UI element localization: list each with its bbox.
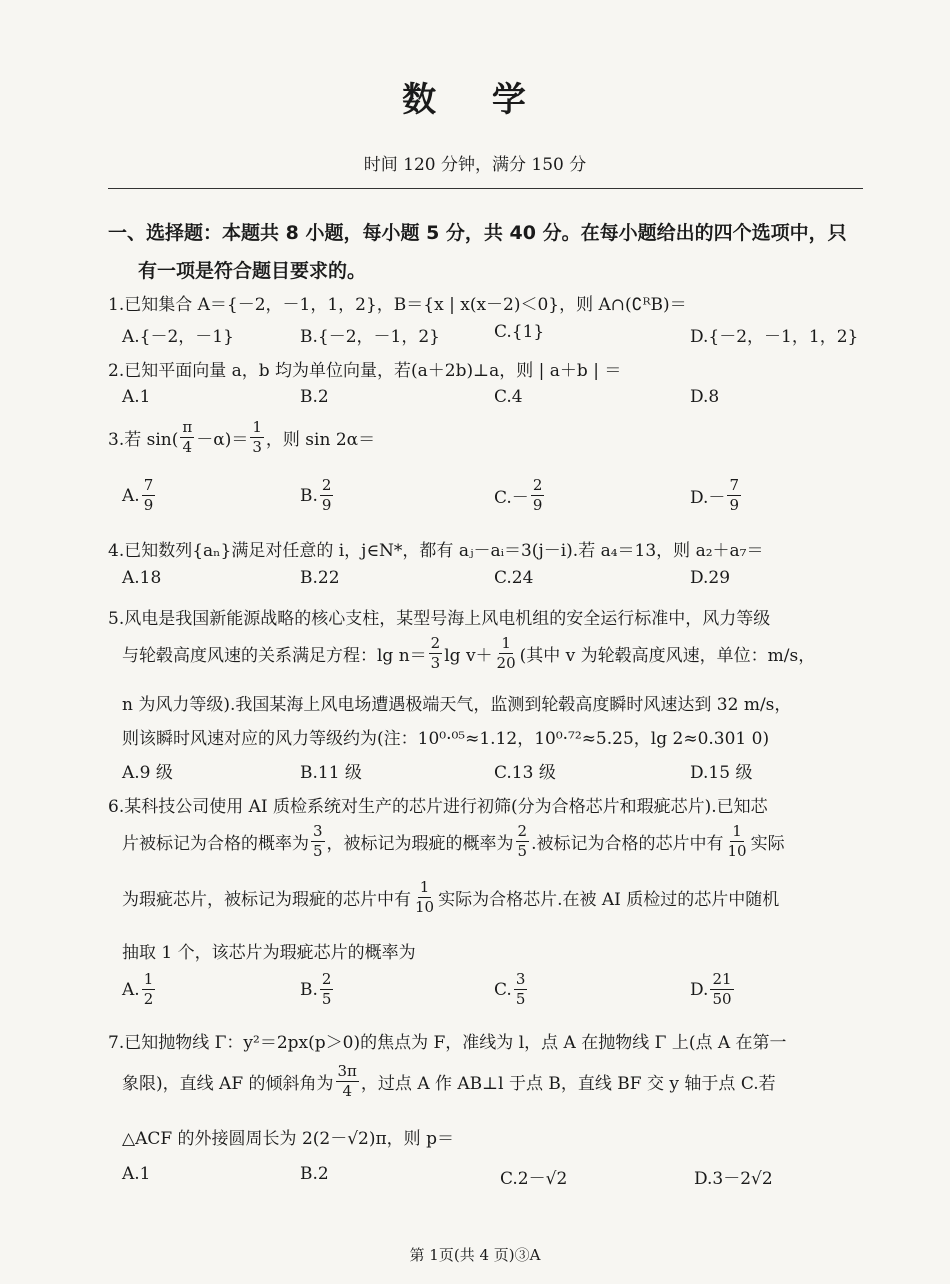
question-1: 1.已知集合 A＝{－2，－1，1，2}，B＝{x | x(x－2)＜0}，则 A∩(∁ᴿB)＝ <box>108 295 687 315</box>
question-3: 3.若 sin( $\frac{\pi}{4}$ －α)＝ $\frac{1}{3}$ ，则 sin 2α＝ <box>108 418 376 456</box>
q3-one-third: $\frac{1}{3}$ <box>252 418 262 456</box>
q5-option-c[interactable]: C.13 级 <box>494 763 556 783</box>
q1-option-b[interactable]: B.{－2，－1，2} <box>300 327 440 347</box>
question-7: 7.已知抛物线 Γ：y²＝2px(p＞0)的焦点为 F，准线为 l，点 A 在抛物线 Γ 上(点 A 在第一 <box>108 1033 787 1053</box>
question-6-line-3: 为瑕疵芯片，被标记为瑕疵的芯片中有 $\frac{1}{10}$ 实际为合格芯片.在被 AI 质检过的芯片中随机 <box>122 878 780 916</box>
q4-option-c[interactable]: C.24 <box>494 568 534 588</box>
q7-option-a[interactable]: A.1 <box>122 1164 151 1184</box>
exam-time-info: 时间 120 分钟，满分 150 分 <box>363 155 587 175</box>
question-7-line-2: 象限)，直线 AF 的倾斜角为 $\frac{3\pi}{4}$ ，过点 A 作 AB⊥l 于点 B，直线 BF 交 y 轴于点 C.若 <box>122 1062 776 1100</box>
q4-option-d[interactable]: D.29 <box>690 568 731 588</box>
q1-option-c[interactable]: C.{1} <box>494 322 545 342</box>
page-title: 数 学 <box>402 80 548 120</box>
q3-option-a[interactable]: A. $\frac{7}{9}$ <box>122 476 154 514</box>
q3-pi-over-4: $\frac{\pi}{4}$ <box>182 418 193 456</box>
question-4: 4.已知数列{aₙ}满足对任意的 i，j∈N*，都有 aⱼ－aᵢ＝3(j－i).若 a₄＝13，则 a₂＋a₇＝ <box>108 541 764 561</box>
q7-option-c[interactable]: C.2－√2 <box>500 1169 568 1189</box>
q5-option-a[interactable]: A.9 级 <box>122 763 173 783</box>
q1-option-d[interactable]: D.{－2，－1，1，2} <box>690 327 859 347</box>
section-heading: 一、选择题：本题共 8 小题，每小题 5 分，共 40 分。在每小题给出的四个选项中，只 <box>108 222 847 244</box>
question-5-line-4: 则该瞬时风速对应的风力等级约为(注：10⁰·⁰⁵≈1.12，10⁰·⁷²≈5.25，lg 2≈0.301 0) <box>122 729 770 749</box>
section-heading-cont: 有一项是符合题目要求的。 <box>138 260 367 282</box>
q7-option-b[interactable]: B.2 <box>300 1164 329 1184</box>
question-5-line-3: n 为风力等级).我国某海上风电场遭遇极端天气，监测到轮毂高度瞬时风速达到 32 m/s， <box>122 695 792 715</box>
question-5-line-2: 与轮毂高度风速的关系满足方程：lg n＝ $\frac{2}{3}$ lg v＋ $\frac{1}{20}$ (其中 v 为轮毂高度风速，单位：m/s， <box>122 634 816 672</box>
q3-option-d[interactable]: D.－ $\frac{7}{9}$ <box>690 476 739 514</box>
question-6-line-2: 片被标记为合格的概率为 $\frac{3}{5}$ ，被标记为瑕疵的概率为 $\frac{2}{5}$ .被标记为合格的芯片中有 $\frac{1}{10}$ 实际 <box>122 822 785 860</box>
q7-option-d[interactable]: D.3－2√2 <box>694 1169 773 1189</box>
q3-option-b[interactable]: B. $\frac{2}{9}$ <box>300 476 332 514</box>
q1-option-a[interactable]: A.{－2，－1} <box>122 327 234 347</box>
q4-option-a[interactable]: A.18 <box>122 568 162 588</box>
question-6-line-4: 抽取 1 个，该芯片为瑕疵芯片的概率为 <box>122 943 416 963</box>
q5-option-b[interactable]: B.11 级 <box>300 763 362 783</box>
q6-option-d[interactable]: D. $\frac{21}{50}$ <box>690 970 732 1008</box>
q4-option-b[interactable]: B.22 <box>300 568 340 588</box>
q2-option-c[interactable]: C.4 <box>494 387 523 407</box>
page-footer: 第 1页(共 4 页)③A <box>409 1246 541 1264</box>
q3-option-c[interactable]: C.－ $\frac{2}{9}$ <box>494 476 543 514</box>
q2-option-b[interactable]: B.2 <box>300 387 329 407</box>
q6-option-c[interactable]: C. $\frac{3}{5}$ <box>494 970 526 1008</box>
question-2: 2.已知平面向量 a，b 均为单位向量，若(a＋2b)⊥a，则 | a＋b | ＝ <box>108 361 622 381</box>
header-divider <box>108 188 863 189</box>
q6-option-b[interactable]: B. $\frac{2}{5}$ <box>300 970 332 1008</box>
question-5: 5.风电是我国新能源战略的核心支柱，某型号海上风电机组的安全运行标准中，风力等级 <box>108 609 771 629</box>
q5-option-d[interactable]: D.15 级 <box>690 763 753 783</box>
q6-option-a[interactable]: A. $\frac{1}{2}$ <box>122 970 154 1008</box>
q2-option-a[interactable]: A.1 <box>122 387 151 407</box>
question-6: 6.某科技公司使用 AI 质检系统对生产的芯片进行初筛(分为合格芯片和瑕疵芯片).已知芯 <box>108 797 768 817</box>
question-7-line-3: △ACF 的外接圆周长为 2(2－√2)π，则 p＝ <box>122 1129 454 1149</box>
q2-option-d[interactable]: D.8 <box>690 387 720 407</box>
